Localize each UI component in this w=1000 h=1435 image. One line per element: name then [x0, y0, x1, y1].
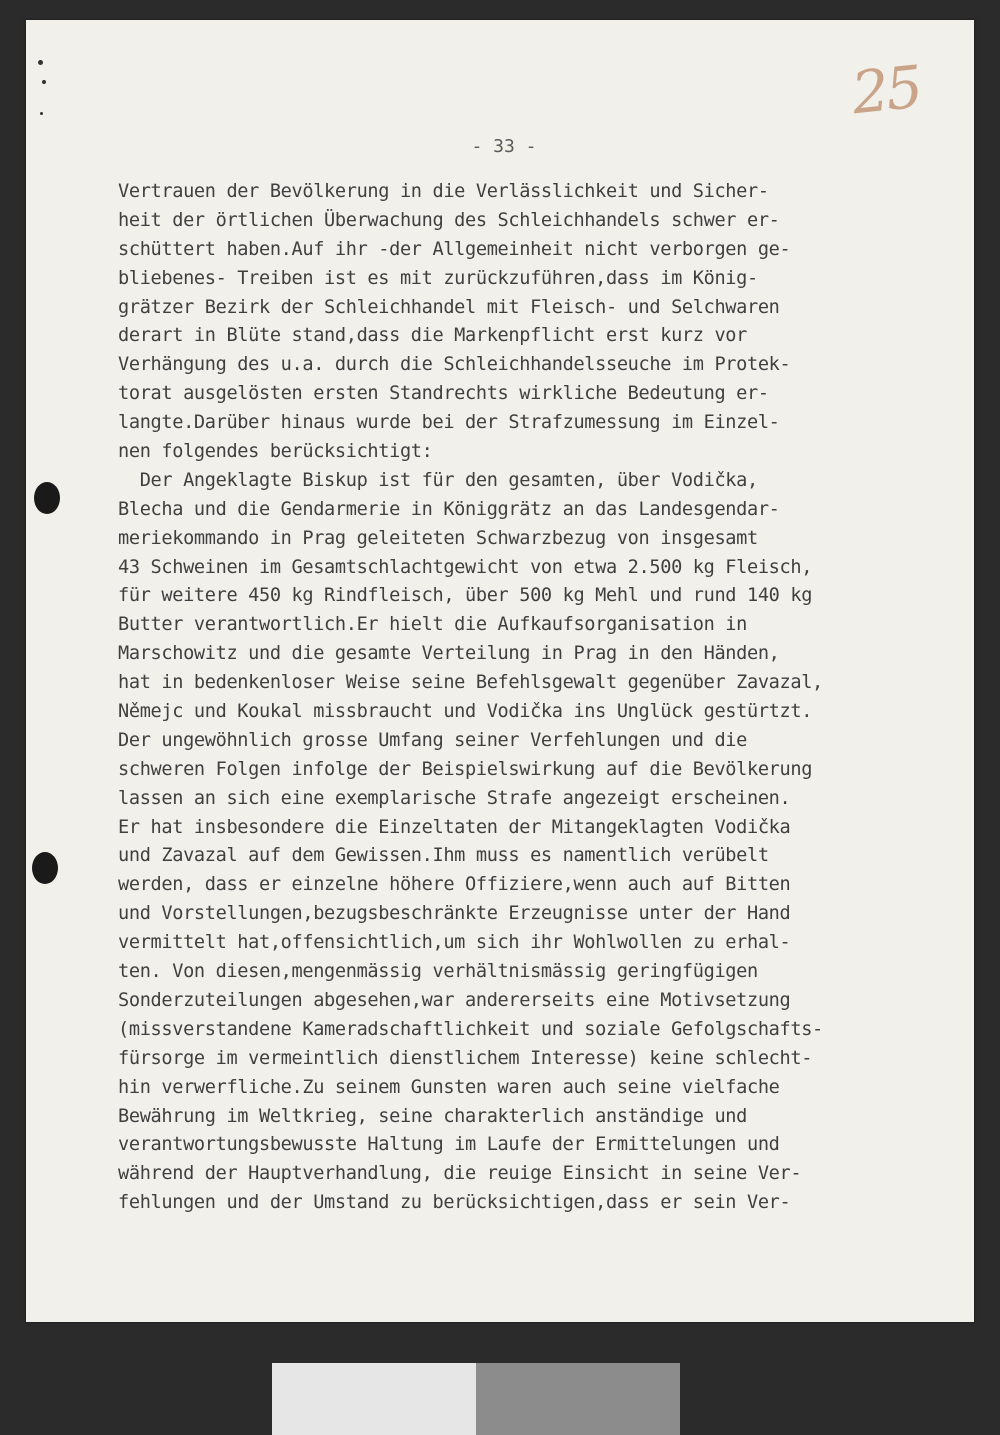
text-line: Němejc und Koukal missbraucht und Vodička ins Unglück gestürtzt. [118, 701, 813, 723]
text-line: schüttert haben.Auf ihr -der Allgemeinheit nicht verborgen ge- [118, 238, 791, 260]
text-line: und Vorstellungen,bezugsbeschränkte Erzeugnisse unter der Hand [118, 903, 791, 925]
text-line: hin verwerfliche.Zu seinem Gunsten waren auch seine vielfache [118, 1076, 780, 1098]
paper-speck [38, 60, 43, 65]
text-line: Marschowitz und die gesamte Verteilung in Prag in den Händen, [118, 643, 780, 665]
text-line: fehlungen und der Umstand zu berücksichtigen,dass er sein Ver- [118, 1192, 791, 1214]
text-line: fürsorge im vermeintlich dienstlichem Interesse) keine schlecht- [118, 1047, 813, 1069]
page-number: - 33 - [471, 136, 537, 157]
text-line: derart in Blüte stand,dass die Markenpflicht erst kurz vor [118, 325, 747, 347]
paper-speck [40, 112, 43, 115]
text-line: Er hat insbesondere die Einzeltaten der Mitangeklagten Vodička [118, 816, 791, 838]
text-line: werden, dass er einzelne höhere Offiziere,wenn auch auf Bitten [118, 874, 791, 896]
calibration-patch-grey [476, 1363, 680, 1435]
text-line: lassen an sich eine exemplarische Strafe angezeigt erscheinen. [118, 787, 791, 809]
text-line: hat in bedenkenloser Weise seine Befehlsgewalt gegenüber Zavazal, [118, 672, 823, 694]
text-line: für weitere 450 kg Rindfleisch, über 500 kg Mehl und rund 140 kg [118, 585, 813, 607]
text-line: heit der örtlichen Überwachung des Schleichhandels schwer er- [118, 209, 780, 231]
handwritten-folio-number: 25 [848, 52, 924, 128]
typewritten-text [118, 178, 918, 1218]
text-line: Verhängung des u.a. durch die Schleichhandelsseuche im Protek- [118, 354, 791, 376]
text-line: Der Angeklagte Biskup ist für den gesamten, über Vodička, [118, 469, 758, 491]
text-line: nen folgendes berücksichtigt: [118, 441, 433, 463]
paper-speck [42, 80, 46, 84]
text-line: 43 Schweinen im Gesamtschlachtgewicht von etwa 2.500 kg Fleisch, [118, 556, 813, 578]
text-line: verantwortungsbewusste Haltung im Laufe der Ermittelungen und [118, 1134, 780, 1156]
text-line: langte.Darüber hinaus wurde bei der Strafzumessung im Einzel- [118, 412, 780, 434]
text-line: Butter verantwortlich.Er hielt die Aufkaufsorganisation in [118, 614, 747, 636]
text-line: Sonderzuteilungen abgesehen,war andererseits eine Motivsetzung [118, 989, 791, 1011]
text-line: torat ausgelösten ersten Standrechts wirkliche Bedeutung er- [118, 383, 769, 405]
text-line: Blecha und die Gendarmerie in Königgrätz an das Landesgendar- [118, 498, 780, 520]
text-line: (missverstandene Kameradschaftlichkeit und soziale Gefolgschafts- [118, 1018, 823, 1040]
text-line: grätzer Bezirk der Schleichhandel mit Fleisch- und Selchwaren [118, 296, 780, 318]
text-line: bliebenes- Treiben ist es mit zurückzuführen,dass im König- [118, 267, 758, 289]
text-line: während der Hauptverhandlung, die reuige Einsicht in seine Ver- [118, 1163, 802, 1185]
text-line: Bewährung im Weltkrieg, seine charakterlich anständige und [118, 1105, 747, 1127]
text-line: Vertrauen der Bevölkerung in die Verlässlichkeit und Sicher- [118, 181, 769, 202]
text-line: meriekommando in Prag geleiteten Schwarzbezug von insgesamt [118, 527, 758, 549]
text-line: vermittelt hat,offensichtlich,um sich ihr Wohlwollen zu erhal- [118, 932, 791, 954]
punch-hole [32, 852, 58, 884]
text-line: schweren Folgen infolge der Beispielswirkung auf die Bevölkerung [118, 758, 813, 780]
punch-hole [34, 482, 60, 514]
calibration-patch-white [272, 1363, 476, 1435]
text-line: und Zavazal auf dem Gewissen.Ihm muss es namentlich verübelt [118, 845, 769, 867]
text-line: Der ungewöhnlich grosse Umfang seiner Verfehlungen und die [118, 729, 747, 751]
text-line: ten. Von diesen,mengenmässig verhältnismässig geringfügigen [118, 961, 758, 983]
